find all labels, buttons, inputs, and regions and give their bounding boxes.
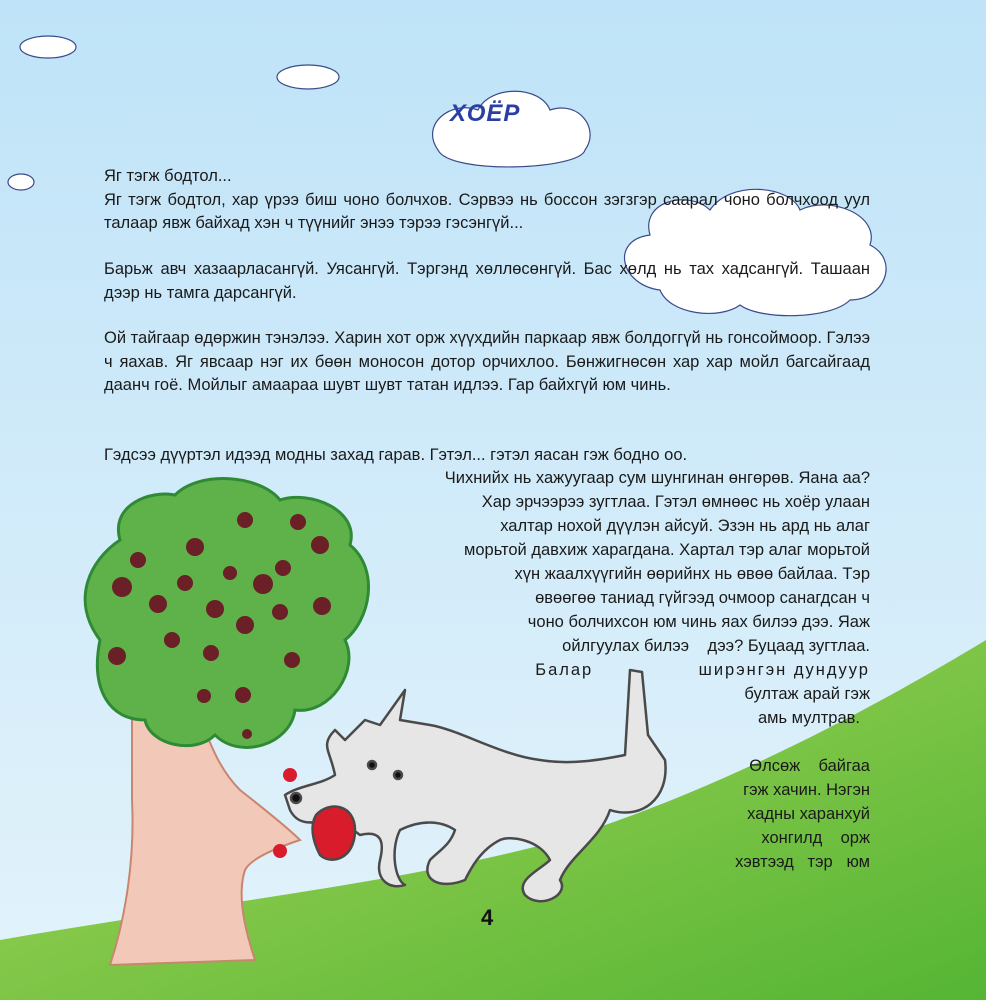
paragraph-4-line: бултаж арай гэж [744,685,870,703]
paragraph-4-line: ойлгуулах билээ дээ? Буцаад зугтлаа. [562,637,870,655]
paragraph-4-line: Хар эрчээрээ зугтлаа. Гэтэл өмнөөс нь хоёр улаан [481,493,870,511]
paragraph-1 [104,165,870,236]
paragraph-4-line: Балар ширэнгэн дундуур [535,661,870,679]
paragraph-4-line: хүн жаалхүүгийн өөрийнх нь өвөө байлаа. Тэр [514,565,870,583]
paragraph-4-line: амь мултрав. [757,709,860,727]
paragraph-4-line: Чихнийх нь хажуугаар сум шунгинан өнгөрөв. Яана аа? [444,469,870,487]
page-number: 4 [481,905,494,930]
paragraph-5-line: гэж хачин. Нэгэн [743,781,870,799]
paragraph-5-line: Өлсөж байгаа [749,757,870,775]
paragraph-4-first-line: Гэдсээ дүүртэл идээд модны захад гарав. Гэтэл... гэтэл яасан гэж бодно оо. [104,446,688,464]
paragraph-1-line-1: Яг тэгж бодтол... [104,167,232,185]
paragraph-4-line: чоно болчихсон юм чинь яах билээ дээ. Яаж [527,613,870,631]
cloud-2 [277,65,339,89]
paragraph-1-line-2: Яг тэгж бодтол, хар үрээ биш чоно болчхов. Сэрвээ нь боссон зэгзгэр саарал чоно болчхоод уул талаар явж байхад хэн ч түүнийг энээ тэрээ гэсэнгүй... [104,190,870,232]
chapter-title: ХОЁР [450,100,521,127]
paragraph-5-line: хэвтээд тэр юм [735,853,870,871]
cloud-3 [8,174,34,190]
paragraph-4-line: халтар нохой дүүлэн айсуй. Эзэн нь ард нь алаг [500,517,870,535]
paragraph-4-line: морьтой давхиж харагдана. Хартал тэр алаг морьтой [464,541,870,559]
paragraph-2: Барьж авч хазаарласангүй. Уясангүй. Тэргэнд хөллөсөнгүй. Бас хөлд нь тах хадсангүй. Ташаан дээр нь тамга дарсангүй. [104,260,870,302]
paragraph-4-line: өвөөгөө таниад гүйгээд очмоор санагдсан ч [535,589,870,607]
paragraph-3: Ой тайгаар өдөржин тэнэлээ. Харин хот орж хүүхдийн паркаар явж болдоггүй нь гонсоймоор. Гэлээ ч яахав. Яг явсаар нэг их бөөн моносон дотор орчихлоо. Бөнжигнөсөн хар хар мойл багсайгаад даанч гоё. Мойлыг амаараа шувт шувт татан идлээ. Гар байхгүй юм чинь. [104,329,870,394]
cloud-1 [20,36,76,58]
paragraph-5-line: хонгилд орж [761,829,870,847]
paragraph-5-line: хадны харанхуй [747,805,870,823]
